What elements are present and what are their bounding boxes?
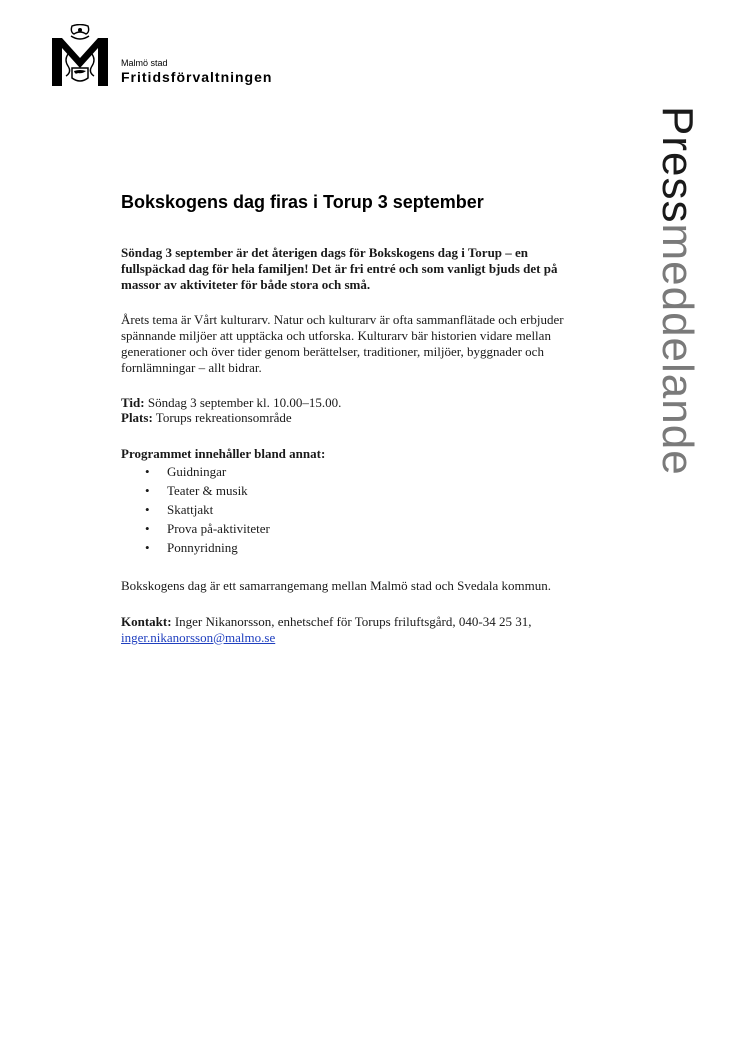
list-item [121, 500, 591, 519]
place-label: Plats: [121, 410, 153, 426]
bullet-icon: • [145, 482, 150, 498]
list-item [121, 519, 591, 538]
contact-info [121, 614, 591, 646]
bullet-icon: • [145, 463, 150, 479]
list-item [121, 481, 591, 500]
article-body [121, 190, 591, 645]
bullet-icon: • [145, 520, 150, 536]
list-item [121, 462, 591, 481]
malmo-coat-of-arms-logo [52, 24, 108, 86]
organization-city: Malmö stad [121, 58, 168, 68]
program-item-label: Ponnyridning [167, 539, 238, 555]
side-label-word-meddelande: meddelande [653, 223, 702, 476]
press-release-side-label [653, 106, 701, 476]
time-label: Tid: [121, 394, 145, 410]
contact-label: Kontakt: [121, 613, 172, 629]
program-item-label: Prova på-aktiviteter [167, 520, 270, 536]
contact-value: Inger Nikanorsson, enhetschef för Torups friluftsgård, 040-34 25 31, [171, 613, 532, 629]
program-list [121, 462, 591, 557]
program-item-label: Teater & musik [167, 482, 248, 498]
time-value: Söndag 3 september kl. 10.00–15.00. [144, 394, 342, 410]
program-heading: Programmet innehåller bland annat: [121, 446, 326, 462]
organization-header [121, 58, 272, 86]
event-info [121, 395, 591, 427]
article-title: Bokskogens dag firas i Torup 3 september [121, 192, 484, 212]
article-paragraph-organizers: Bokskogens dag är ett samarrangemang mellan Malmö stad och Svedala kommun. [121, 577, 551, 593]
program-item-label: Skattjakt [167, 501, 214, 517]
place-value: Torups rekreationsområde [152, 410, 292, 426]
list-item [121, 538, 591, 557]
article-lead: Söndag 3 september är det återigen dags för Bokskogens dag i Torup – en fullspäckad dag för hela familjen! Det är fri entré och som vanligt bjuds det på massor av aktiviteter för både stora och små. [121, 245, 558, 292]
contact-email-link[interactable]: inger.nikanorsson@malmo.se [121, 629, 276, 645]
bullet-icon: • [145, 501, 150, 517]
side-label-word-press: Press [653, 106, 702, 224]
organization-department: Fritidsförvaltningen [121, 69, 273, 85]
article-paragraph-theme: Årets tema är Vårt kulturarv. Natur och kulturarv är ofta sammanflätade och erbjuder spännande miljöer att upptäcka och utforska. Kulturarv bär historien vidare mellan generationer och över tider genom berättelser, traditioner, miljöer, byggnader och fornlämningar – allt bidrar. [121, 312, 564, 375]
program-item-label: Guidningar [167, 463, 227, 479]
bullet-icon: • [145, 539, 150, 555]
